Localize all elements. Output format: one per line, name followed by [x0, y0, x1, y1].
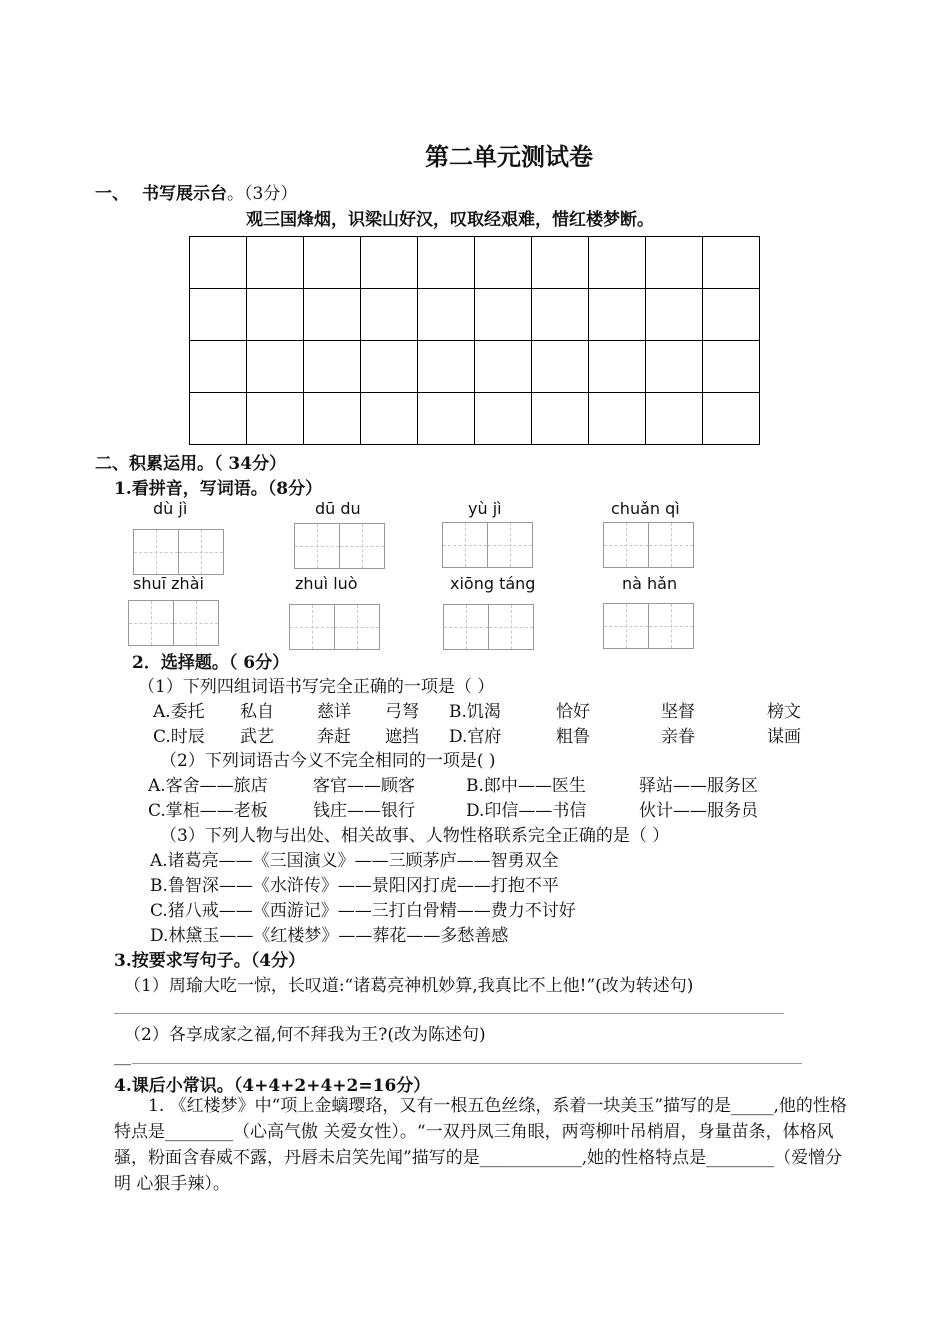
option: 客官——顾客 [313, 776, 415, 796]
answer-box-4[interactable] [603, 522, 694, 568]
section1-heading-row [142, 179, 297, 204]
answer-box-1[interactable] [133, 529, 224, 575]
answer-box-5[interactable] [128, 600, 219, 646]
writing-grid[interactable] [189, 236, 760, 445]
option: B.饥渴 [449, 702, 501, 722]
pinyin-1: dù jì [153, 499, 188, 518]
q2-sub2-question: （2）下列词语古今义不完全相同的一项是( ) [160, 751, 496, 771]
pinyin-5: shuī zhài [133, 574, 204, 593]
option-word: 粗鲁 [556, 727, 590, 747]
option-word: 武艺 [240, 727, 274, 747]
answer-box-2[interactable] [294, 523, 385, 569]
answer-box-3[interactable] [442, 522, 533, 568]
option-word: 私自 [240, 702, 274, 722]
option-word: 遮挡 [385, 727, 419, 747]
section1-sentence: 观三国烽烟，识梁山好汉，叹取经艰难，惜红楼梦断。 [246, 210, 654, 230]
option: D.印信——书信 [466, 801, 587, 821]
option: C.猪八戒——《西游记》——三打白骨精——费力不讨好 [150, 901, 576, 921]
option-word: 恰好 [556, 702, 590, 722]
answer-prefix: __ [114, 1046, 131, 1066]
option: A.诸葛亮——《三国演义》——三顾茅庐——智勇双全 [150, 851, 559, 871]
option: D.林黛玉——《红楼梦》——葬花——多愁善感 [150, 926, 509, 946]
pinyin-6: zhuì luò [295, 574, 358, 593]
option-word: 坚督 [661, 702, 695, 722]
section1-number: 一、 [95, 184, 129, 204]
option: C.时辰 [153, 727, 205, 747]
option: A.委托 [153, 702, 205, 722]
q2-sub3-question: （3）下列人物与出处、相关故事、人物性格联系完全正确的是（ ） [160, 826, 670, 846]
answer-line-2[interactable] [132, 1063, 802, 1064]
pinyin-4: chuǎn qì [611, 499, 680, 518]
option-word: 慈详 [317, 702, 351, 722]
q3-sentence-2: （2）各享成家之福,何不拜我为王?(改为陈述句) [124, 1025, 486, 1045]
pinyin-3: yù jì [468, 499, 502, 518]
pinyin-2: dū du [315, 499, 361, 518]
option: D.官府 [449, 727, 502, 747]
option-word: 谋画 [767, 727, 801, 747]
q3-heading: 3.按要求写句子。（4分） [114, 951, 306, 971]
q3-sentence-1: （1）周瑜大吃一惊，长叹道:“诸葛亮神机妙算,我真比不上他!”(改为转述句) [124, 976, 694, 996]
answer-box-6[interactable] [289, 604, 380, 650]
option: 钱庄——银行 [313, 801, 415, 821]
q4-heading: 4.课后小常识。（4+4+2+4+2=16分） [114, 1076, 431, 1096]
pinyin-7: xiōng táng [450, 574, 536, 593]
q1-heading: 1.看拼音，写词语。（8分） [114, 479, 323, 499]
q2-heading: 2．选择题。（ 6分） [132, 653, 290, 673]
option-word: 弓弩 [385, 702, 419, 722]
q4-paragraph: 1. 《红楼梦》中“项上金螭璎珞，又有一根五色丝绦，系着一块美玉”描写的是_____,他的性格特点是________（心高气傲 关爱女性）。“一双丹凤三角眼，两弯柳叶吊梢眉，身量苗条，体格风骚，粉面含春威不露，丹唇未启笑先闻”描写的是____________,她的性格特点是________（爱憎分明 心狠手辣）。 [114, 1096, 847, 1194]
answer-line-1[interactable] [114, 1013, 784, 1014]
option: B.郎中——医生 [466, 776, 586, 796]
section1-score: 。（3分） [227, 184, 298, 204]
section1-heading: 书写展示台 [142, 184, 227, 204]
option-word: 奔赶 [317, 727, 351, 747]
option: A.客舍——旅店 [148, 776, 268, 796]
option: 驿站——服务区 [639, 776, 758, 796]
option-word: 榜文 [767, 702, 801, 722]
page-title: 第二单元测试卷 [425, 142, 593, 171]
option: 伙计——服务员 [639, 801, 758, 821]
q2-sub1-question: （1）下列四组词语书写完全正确的一项是（ ） [138, 677, 495, 697]
section2-heading: 二、积累运用。（ 34分） [95, 454, 287, 474]
pinyin-8: nà hǎn [622, 574, 678, 593]
answer-box-7[interactable] [443, 604, 534, 650]
option: C.掌柜——老板 [148, 801, 268, 821]
answer-box-8[interactable] [603, 603, 694, 649]
option-word: 亲眷 [661, 727, 695, 747]
option: B.鲁智深——《水浒传》——景阳冈打虎——打抱不平 [150, 876, 559, 896]
